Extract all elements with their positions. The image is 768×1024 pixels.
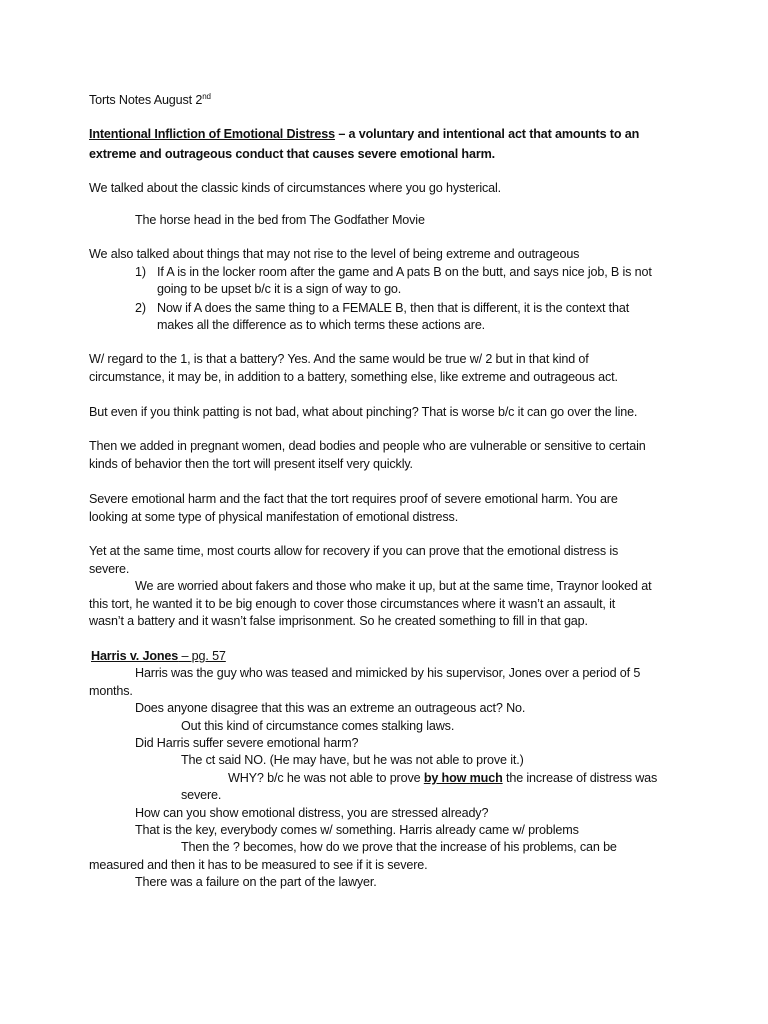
paragraph-vulnerable-line1: Then we added in pregnant women, dead bodies and people who are vulnerable or sensitive to certain xyxy=(89,439,646,453)
title-superscript: nd xyxy=(202,92,211,101)
case-name: Harris v. Jones xyxy=(91,649,179,663)
iied-definition-line2: extreme and outrageous conduct that causes severe emotional harm. xyxy=(89,147,495,161)
case-why-line1 xyxy=(228,770,657,787)
case-why-text-end: the increase of distress was xyxy=(502,771,658,785)
case-page-reference: – pg. 57 xyxy=(178,649,226,663)
case-answer-court: The ct said NO. (He may have, but he was not able to prove it.) xyxy=(181,753,524,767)
iied-term: Intentional Infliction of Emotional Distress xyxy=(89,127,335,141)
case-question-show: How can you show emotional distress, you are stressed already? xyxy=(135,806,489,820)
case-heading xyxy=(91,648,226,665)
paragraph-pinching: But even if you think patting is not bad, what about pinching? That is worse b/c it can go over the line. xyxy=(89,405,638,419)
case-failure: There was a failure on the part of the lawyer. xyxy=(135,875,377,889)
case-question-extreme: Does anyone disagree that this was an extreme an outrageous act? No. xyxy=(135,701,526,715)
paragraph-traynor-line2: this tort, he wanted it to be big enough to cover those circumstances where it wasn’t an assault, it xyxy=(89,597,616,611)
paragraph-horse-head: The horse head in the bed from The Godfather Movie xyxy=(135,213,425,227)
list-item-2-number: 2) xyxy=(135,301,146,315)
case-question-harm: Did Harris suffer severe emotional harm? xyxy=(135,736,359,750)
list-item-1-text: If A is in the locker room after the game and A pats B on the butt, and says nice job, B is not xyxy=(157,265,652,279)
list-item-1-line2: going to be upset b/c it is a sign of way to go. xyxy=(157,282,402,296)
paragraph-traynor-line1: We are worried about fakers and those who make it up, but at the same time, Traynor looked at xyxy=(135,579,652,593)
paragraph-classic-circumstances: We talked about the classic kinds of circumstances where you go hysterical. xyxy=(89,181,502,195)
paragraph-courts-line1: Yet at the same time, most courts allow for recovery if you can prove that the emotional distress is xyxy=(89,544,619,558)
paragraph-courts-line2: severe. xyxy=(89,562,130,576)
list-item-2-line1 xyxy=(135,300,629,317)
paragraph-severe-harm-line1: Severe emotional harm and the fact that the tort requires proof of severe emotional harm. You are xyxy=(89,492,618,506)
paragraph-severe-harm-line2: looking at some type of physical manifestation of emotional distress. xyxy=(89,510,459,524)
case-answer-stalking: Out this kind of circumstance comes stalking laws. xyxy=(181,719,455,733)
case-why-emphasis: by how much xyxy=(423,771,503,785)
page-title xyxy=(89,92,211,109)
list-item-2-line2: makes all the difference as to which terms these actions are. xyxy=(157,318,486,332)
list-item-1-line1 xyxy=(135,264,652,281)
paragraph-battery-line1: W/ regard to the 1, is that a battery? Yes. And the same would be true w/ 2 but in that kind of xyxy=(89,352,589,366)
list-item-2-text: Now if A does the same thing to a FEMALE B, then that is different, it is the context that xyxy=(157,301,630,315)
case-intro-line1: Harris was the guy who was teased and mimicked by his supervisor, Jones over a period of 5 xyxy=(135,666,641,680)
title-text: Torts Notes August 2 xyxy=(89,93,203,107)
case-then-line1: Then the ? becomes, how do we prove that the increase of his problems, can be xyxy=(181,840,617,854)
case-why-text: WHY? b/c he was not able to prove xyxy=(228,771,424,785)
iied-definition-text: – a voluntary and intentional act that amounts to an xyxy=(335,127,640,141)
list-item-1-number: 1) xyxy=(135,265,146,279)
iied-definition-line1 xyxy=(89,126,639,143)
paragraph-traynor-line3: wasn’t a battery and it wasn’t false imprisonment. So he created something to fill in that gap. xyxy=(89,614,588,628)
case-intro-line2: months. xyxy=(89,684,133,698)
paragraph-not-extreme: We also talked about things that may not rise to the level of being extreme and outrageous xyxy=(89,247,580,261)
paragraph-vulnerable-line2: kinds of behavior then the tort will present itself very quickly. xyxy=(89,457,413,471)
case-why-line2: severe. xyxy=(181,788,222,802)
case-then-line2: measured and then it has to be measured to see if it is severe. xyxy=(89,858,428,872)
paragraph-battery-line2: circumstance, it may be, in addition to a battery, something else, like extreme and outrageous act. xyxy=(89,370,618,384)
case-key-point: That is the key, everybody comes w/ something. Harris already came w/ problems xyxy=(135,823,579,837)
